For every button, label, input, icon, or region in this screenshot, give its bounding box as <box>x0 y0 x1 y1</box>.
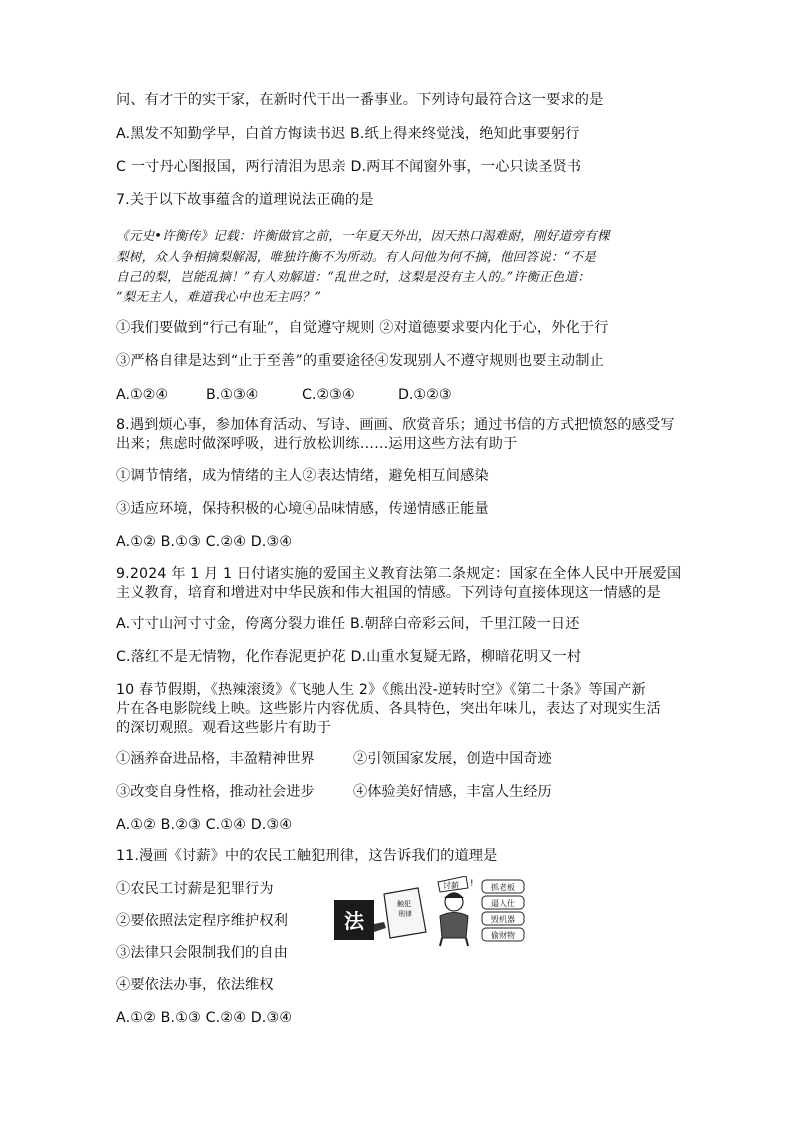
paper-text-2: 刑律 <box>398 910 412 918</box>
q11-item-2: ②要依照法定程序维护权利 <box>116 913 289 929</box>
q11-item-1: ①农民工讨薪是犯罪行为 <box>116 881 274 897</box>
q6-stem-tail: 问、有才干的实干家，在新时代干出一番事业。下列诗句最符合这一要求的是 <box>116 92 604 108</box>
worker-legs <box>440 938 468 946</box>
q7-option-d: D.①②③ <box>398 387 452 403</box>
worker-body <box>440 913 468 939</box>
q9-options-cd: C.落红不是无情物，化作春泥更护花 D.山重水复疑无路，柳暗花明又一村 <box>116 649 582 665</box>
q7-story-line-1: 《元史•许衡传》记载：许衡做官之前，一年夏天外出，因天热口渴难耐，刚好道旁有棵 <box>116 228 610 243</box>
q6-options-cd: C 一寸丹心图报国，两行清泪为思亲 D.两耳不闻窗外事，一心只读圣贤书 <box>116 159 582 175</box>
q6-options-ab: A.黑发不知勤学早，白首方悔读书迟 B.纸上得来终觉浅，绝知此事要躬行 <box>116 126 580 142</box>
paper-text-1: 触犯 <box>397 900 411 908</box>
q10-item-3: ③改变自身性格，推动社会进步 <box>116 784 315 800</box>
exclamation-mark: ! <box>470 879 474 889</box>
q10-stem-1: 10 春节假期，《热辣滚烫》《飞驰人生 2》《熊出没-逆转时空》《第二十条》等国产新 <box>116 682 646 698</box>
hand-icon <box>374 922 386 932</box>
q10-item-1: ①涵养奋进品格，丰盈精神世界 <box>116 751 315 767</box>
q9-stem-1: 9.2024 年 1 月 1 日付诸实施的爱国主义教育法第二条规定：国家在全体人民中开展爱国 <box>116 566 682 582</box>
q9-stem-2: 主义教育，培育和增进对中华民族和伟大祖国的情感。下列诗句直接体现这一情感的是 <box>116 585 661 601</box>
q7-item-1-2: ①我们要做到“行己有耻”，自觉遵守规则 ②对道德要求要内化于心，外化于行 <box>116 320 609 336</box>
q8-item-1-2: ①调节情绪，成为情绪的主人②表达情绪，避免相互间感染 <box>116 468 489 484</box>
q8-options: A.①② B.①③ C.②④ D.③④ <box>116 534 293 550</box>
q8-item-3-4: ③适应环境，保持积极的心境④品味情感，传递情感正能量 <box>116 501 489 517</box>
speech-tag-text-2: 逼人仕 <box>491 899 515 908</box>
q10-stem-2: 片在各电影院线上映。这些影片内容优质、各具特色，突出年味儿，表达了对现实生活 <box>116 701 661 717</box>
q11-stem: 11.漫画《讨薪》中的农民工触犯刑律，这告诉我们的道理是 <box>116 848 498 864</box>
q11-item-4: ④要依法办事，依法维权 <box>116 977 274 993</box>
q7-stem: 7.关于以下故事蕴含的道理说法正确的是 <box>116 192 374 208</box>
protest-sign-text: 讨薪 <box>443 881 459 890</box>
cartoon-illustration <box>326 876 528 948</box>
q7-story-line-2: 梨树，众人争相摘梨解渴，唯独许衡不为所动。有人问他为何不摘，他回答说：“不是 <box>116 249 597 264</box>
worker-cap-icon <box>444 893 464 898</box>
q10-options: A.①② B.②③ C.①④ D.③④ <box>116 817 293 833</box>
q11-options: A.①② B.①③ C.②④ D.③④ <box>116 1010 293 1026</box>
q10-item-4: ④体验美好情感，丰富人生经历 <box>353 784 552 800</box>
q7-option-b: B.①③④ <box>206 387 259 403</box>
law-block-label: 法 <box>344 909 364 933</box>
speech-tag-text-3: 毁机器 <box>491 915 515 924</box>
q10-item-2: ②引领国家发展，创造中国奇迹 <box>353 751 552 767</box>
q8-stem-2: 出来；焦虑时做深呼吸，进行放松训练……运用这些方法有助于 <box>116 436 518 452</box>
q9-options-ab: A.寸寸山河寸寸金，侉离分裂力谁任 B.朝辞白帝彩云间，千里江陵一日还 <box>116 616 580 632</box>
q11-item-3: ③法律只会限制我们的自由 <box>116 945 289 961</box>
q7-option-a: A.①②④ <box>116 387 169 403</box>
q7-option-c: C.②③④ <box>302 387 355 403</box>
q7-story-line-4: “梨无主人，难道我心中也无主吗？” <box>116 289 322 304</box>
q8-stem-1: 8.遇到烦心事，参加体育活动、写诗、画画、欣赏音乐；通过书信的方式把愤怒的感受写 <box>116 417 675 433</box>
speech-tag-text-4: 偷财物 <box>491 931 515 940</box>
q7-item-3-4: ③严格自律是达到“止于至善”的重要途径④发现别人不遵守规则也要主动制止 <box>116 353 604 369</box>
q10-stem-3: 的深切观照。观看这些影片有助于 <box>116 720 332 736</box>
speech-tag-text-1: 抓老板 <box>491 883 515 892</box>
q7-story-line-3: 自己的梨，岂能乱摘！”有人劝解道：“乱世之时，这梨是没有主人的。”许衡正色道： <box>116 269 591 284</box>
